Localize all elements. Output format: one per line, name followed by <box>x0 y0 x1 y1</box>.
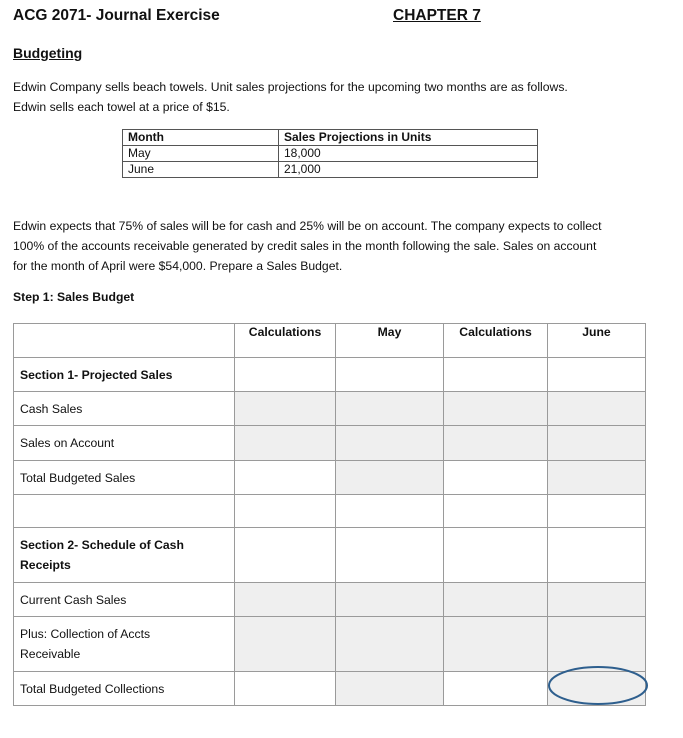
input-cell[interactable] <box>548 358 646 392</box>
assumption-line-1: Edwin expects that 75% of sales will be for cash and 25% will be on account. The company expects to collect <box>13 219 602 233</box>
section-2-label-line-1: Section 2- Schedule of Cash <box>20 538 184 552</box>
projections-header-units: Sales Projections in Units <box>279 130 538 146</box>
assumption-line-3: for the month of April were $54,000. Prepare a Sales Budget. <box>13 259 343 273</box>
sales-on-account-label: Sales on Account <box>14 426 235 461</box>
input-cell[interactable] <box>548 583 646 617</box>
table-row <box>14 617 646 672</box>
projections-month-cell: May <box>123 146 279 162</box>
spacer-cell <box>336 495 444 528</box>
input-cell[interactable] <box>235 426 336 461</box>
input-cell[interactable] <box>444 392 548 426</box>
budget-header-may: May <box>336 324 444 358</box>
table-row <box>14 528 646 583</box>
table-row <box>14 461 646 495</box>
intro-line-2: Edwin sells each towel at a price of $15. <box>13 100 230 114</box>
spacer-cell <box>235 495 336 528</box>
input-cell[interactable] <box>235 617 336 672</box>
course-title: ACG 2071- Journal Exercise <box>13 7 220 24</box>
projections-table <box>122 129 538 178</box>
current-cash-sales-label: Current Cash Sales <box>14 583 235 617</box>
assumption-line-2: 100% of the accounts receivable generated by credit sales in the month following the sale. Sales on account <box>13 239 597 253</box>
input-cell[interactable] <box>336 583 444 617</box>
projections-header-month: Month <box>123 130 279 146</box>
collection-label-line-1: Plus: Collection of Accts <box>20 627 151 641</box>
budget-header-blank <box>14 324 235 358</box>
chapter-title: CHAPTER 7 <box>393 7 481 24</box>
section-2-label-line-2: Receipts <box>20 558 71 572</box>
total-budgeted-sales-label: Total Budgeted Sales <box>14 461 235 495</box>
input-cell[interactable] <box>235 461 336 495</box>
input-cell[interactable] <box>235 583 336 617</box>
collection-label-line-2: Receivable <box>20 647 81 661</box>
input-cell[interactable] <box>548 528 646 583</box>
input-cell[interactable] <box>235 392 336 426</box>
intro-line-1: Edwin Company sells beach towels. Unit sales projections for the upcoming two months are as follows. <box>13 80 568 94</box>
projections-month-cell: June <box>123 162 279 178</box>
input-cell[interactable] <box>336 617 444 672</box>
input-cell[interactable] <box>336 426 444 461</box>
budget-header-calculations-june: Calculations <box>444 324 548 358</box>
input-cell[interactable] <box>336 461 444 495</box>
input-cell[interactable] <box>548 617 646 672</box>
input-cell[interactable] <box>336 392 444 426</box>
input-cell[interactable] <box>548 392 646 426</box>
input-cell[interactable] <box>336 672 444 706</box>
input-cell[interactable] <box>235 672 336 706</box>
table-row <box>14 426 646 461</box>
budget-header-calculations-may: Calculations <box>235 324 336 358</box>
table-row <box>14 495 646 528</box>
spacer-cell <box>14 495 235 528</box>
spacer-cell <box>548 495 646 528</box>
section-2-label <box>14 528 235 583</box>
section-1-label: Section 1- Projected Sales <box>14 358 235 392</box>
input-cell[interactable] <box>235 358 336 392</box>
projections-units-cell: 18,000 <box>279 146 538 162</box>
spacer-cell <box>444 495 548 528</box>
section-title: Budgeting <box>13 45 83 61</box>
input-cell[interactable] <box>336 358 444 392</box>
input-cell[interactable] <box>444 672 548 706</box>
cash-sales-label: Cash Sales <box>14 392 235 426</box>
input-cell[interactable] <box>444 617 548 672</box>
input-cell[interactable] <box>444 358 548 392</box>
projections-units-cell: 21,000 <box>279 162 538 178</box>
input-cell[interactable] <box>235 528 336 583</box>
highlight-ellipse-shape <box>549 667 647 704</box>
input-cell[interactable] <box>444 426 548 461</box>
input-cell[interactable] <box>336 528 444 583</box>
input-cell[interactable] <box>548 426 646 461</box>
input-cell[interactable] <box>444 583 548 617</box>
budget-header-june: June <box>548 324 646 358</box>
table-row <box>14 358 646 392</box>
table-row <box>14 392 646 426</box>
table-row <box>14 583 646 617</box>
input-cell[interactable] <box>444 461 548 495</box>
total-budgeted-collections-label: Total Budgeted Collections <box>14 672 235 706</box>
input-cell[interactable] <box>444 528 548 583</box>
sales-budget-table <box>13 323 646 706</box>
collection-of-accts-label <box>14 617 235 672</box>
input-cell[interactable] <box>548 461 646 495</box>
step-title: Step 1: Sales Budget <box>13 290 135 304</box>
highlight-ellipse <box>547 665 649 706</box>
